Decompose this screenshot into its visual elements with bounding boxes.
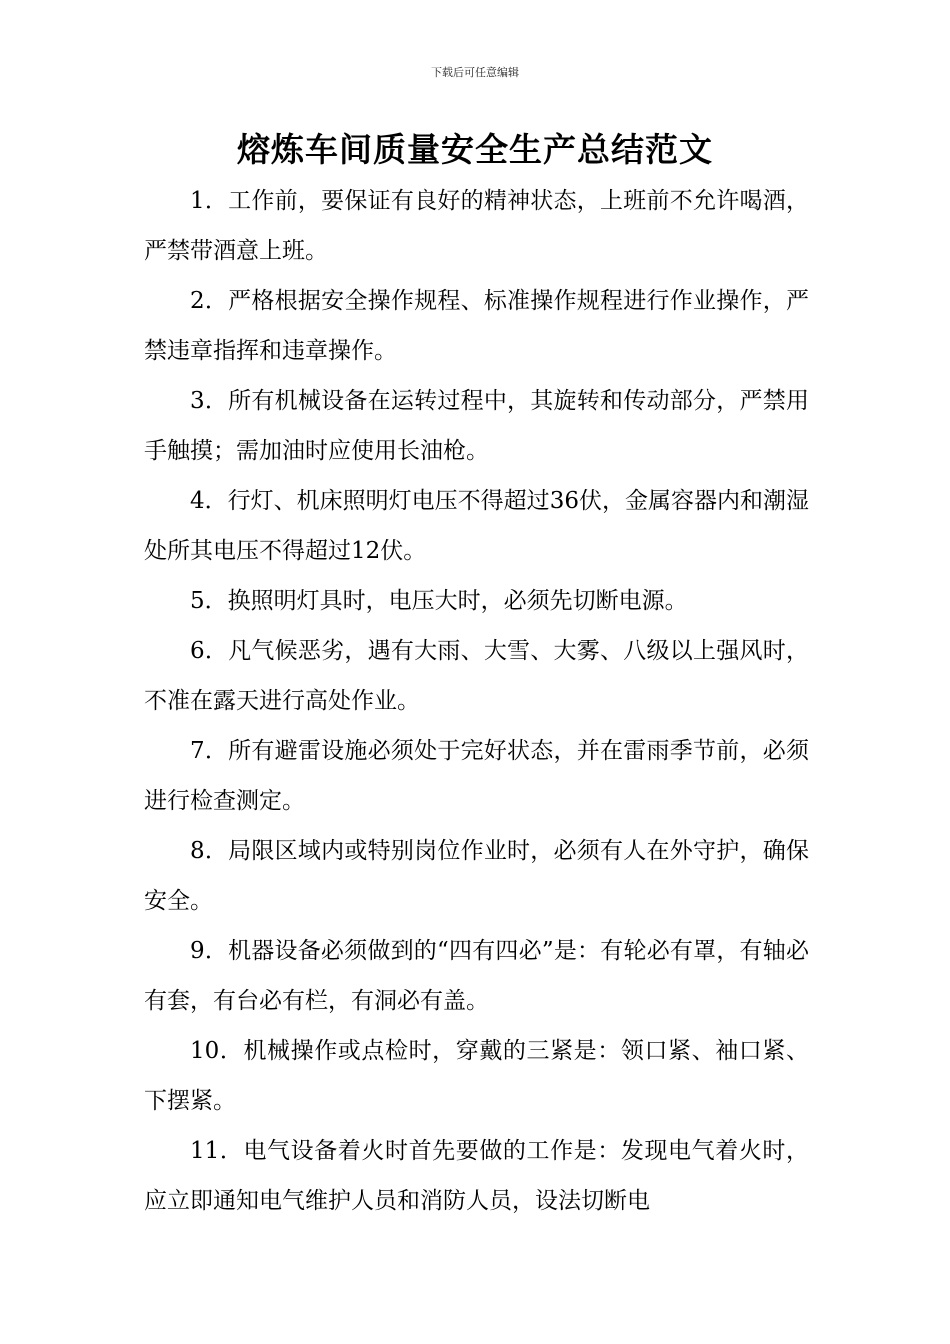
document-body	[144, 176, 809, 1226]
paragraph-2: 2．严格根据安全操作规程、标准操作规程进行作业操作，严禁违章指挥和违章操作。	[144, 288, 809, 364]
paragraph-3: 3．所有机械设备在运转过程中，其旋转和传动部分，严禁用手触摸；需加油时应使用长油枪。	[144, 388, 809, 464]
paragraph-5: 5．换照明灯具时，电压大时，必须先切断电源。	[190, 588, 688, 614]
paragraph-7: 7．所有避雷设施必须处于完好状态，并在雷雨季节前，必须进行检查测定。	[144, 738, 809, 814]
paragraph-11: 11．电气设备着火时首先要做的工作是：发现电气着火时，应立即通知电气维护人员和消防人员，设法切断电	[144, 1138, 809, 1214]
paragraph-9: 9．机器设备必须做到的“四有四必”是：有轮必有罩，有轴必有套，有台必有栏，有洞必有盖。	[144, 938, 809, 1014]
paragraph-10: 10．机械操作或点检时，穿戴的三紧是：领口紧、袖口紧、下摆紧。	[144, 1038, 809, 1114]
paragraph-6: 6．凡气候恶劣，遇有大雨、大雪、大雾、八级以上强风时，不准在露天进行高处作业。	[144, 638, 809, 714]
page-title: 熔炼车间质量安全生产总结范文	[237, 130, 713, 169]
paragraph-8: 8．局限区域内或特别岗位作业时，必须有人在外守护，确保安全。	[144, 838, 809, 914]
paragraph-1: 1．工作前，要保证有良好的精神状态，上班前不允许喝酒，严禁带酒意上班。	[144, 188, 809, 264]
header-note: 下载后可任意编辑	[431, 66, 519, 79]
paragraph-4: 4．行灯、机床照明灯电压不得超过36伏，金属容器内和潮湿处所其电压不得超过12伏。	[144, 488, 809, 564]
